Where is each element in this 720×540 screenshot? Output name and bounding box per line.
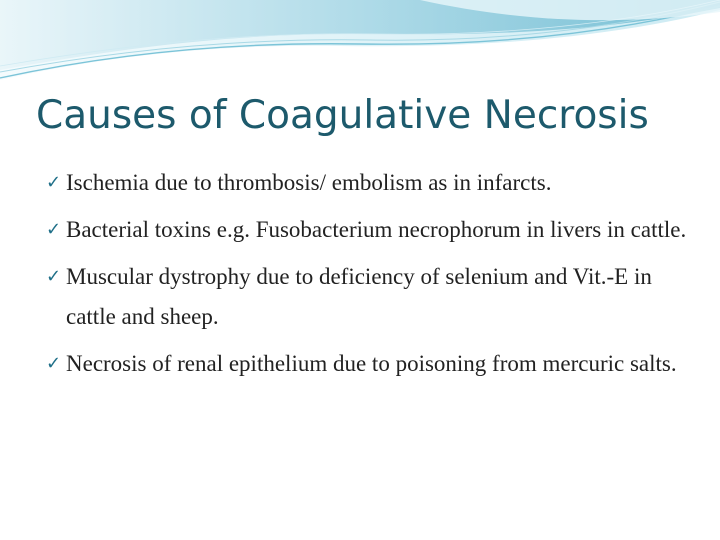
- bullet-item-bacterial-toxins: [46, 210, 696, 250]
- slide-title: Causes of Coagulative Necrosis: [36, 93, 649, 138]
- bullet-text: Necrosis of renal epithelium due to poisoning from mercuric salts.: [66, 351, 677, 376]
- check-icon: ✓: [46, 172, 62, 193]
- header-wave-decoration: [0, 0, 720, 90]
- bullet-text: Bacterial toxins e.g. Fusobacterium necrophorum in livers in cattle.: [66, 217, 687, 242]
- bullet-item-muscular-dystrophy: [46, 257, 696, 337]
- check-icon: ✓: [46, 219, 62, 240]
- bullet-text: Muscular dystrophy due to deficiency of selenium and Vit.-E in cattle and sheep.: [66, 264, 652, 329]
- bullet-list: [46, 163, 696, 391]
- check-icon: ✓: [46, 353, 62, 374]
- check-icon: ✓: [46, 266, 62, 287]
- bullet-item-renal-epithelium: [46, 344, 696, 384]
- bullet-text: Ischemia due to thrombosis/ embolism as in infarcts.: [66, 170, 552, 195]
- bullet-item-ischemia: [46, 163, 696, 203]
